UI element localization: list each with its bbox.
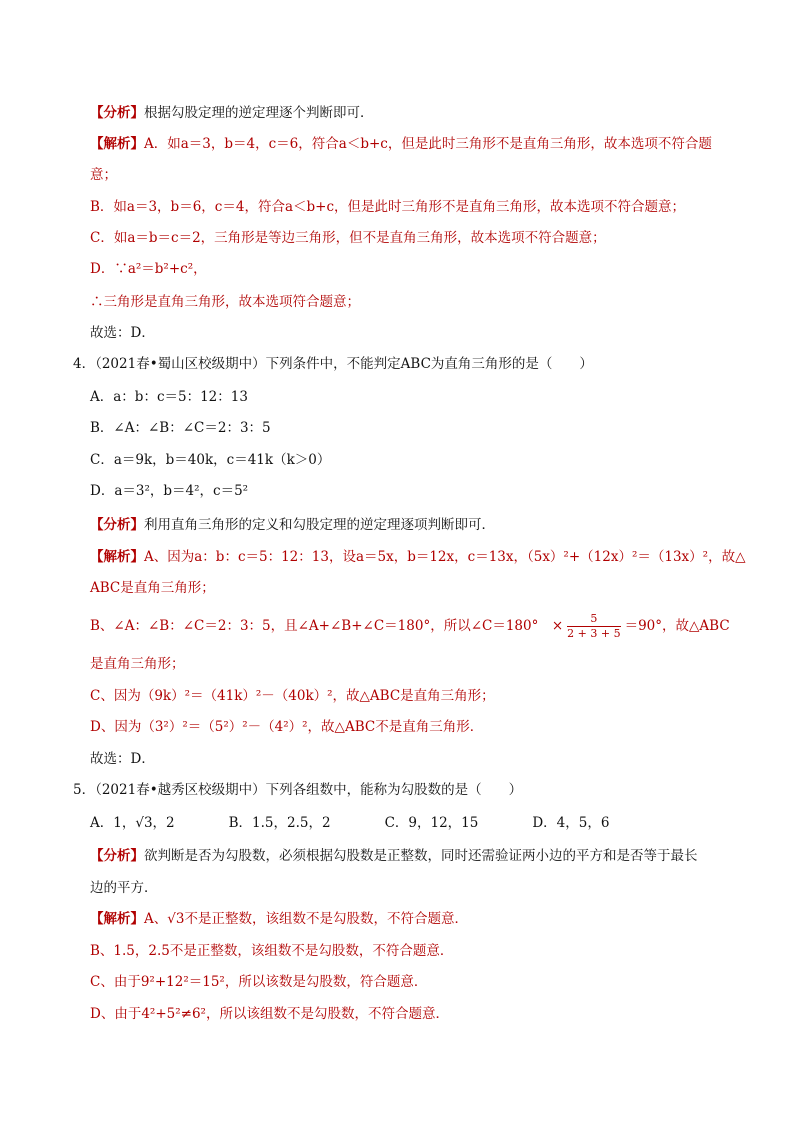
solution-line-8: ABC是直角三角形； (90, 580, 215, 596)
question-5: 5．（2021春•越秀区校级期中）下列各组数中，能称为勾股数的是（ ） (73, 782, 523, 798)
analysis-line-3: 【分析】欲判断是否为勾股数，必须根据勾股数是正整数，同时还需验证两小边的平方和是否等于最长 (90, 848, 698, 864)
answer-line-2: 故选：D． (90, 751, 155, 767)
answer-line-1: 故选：D． (90, 325, 155, 341)
question-4-option-c: C．a＝9k，b＝40k，c＝41k（k＞0） (90, 452, 331, 468)
question-5-options: A．1，√3，2 B．1.5，2.5，2 C．9，12，15 D．4，5，6 (90, 815, 610, 831)
analysis-line-4: 边的平方． (90, 880, 158, 896)
solution-line-14: C、由于9²+12²＝15²，所以该数是勾股数，符合题意． (90, 974, 428, 990)
solution-line-13: B、1.5，2.5不是正整数，该组数不是勾股数，不符合题意． (90, 943, 454, 959)
question-4-option-b: B．∠A：∠B：∠C＝2：3：5 (90, 420, 271, 436)
solution-line-1: 【解析】A．如a＝3，b＝4，c＝6，符合a＜b+c，但是此时三角形不是直角三角形，故本选项不符合题 (90, 136, 712, 152)
solution-line-15: D、由于4²+5²≠6²，所以该组数不是勾股数，不符合题意． (90, 1006, 449, 1022)
analysis-line-2: 【分析】利用直角三角形的定义和勾股定理的逆定理逐项判断即可． (90, 517, 495, 533)
solution-line-12: 【解析】A、√3不是正整数，该组数不是勾股数，不符合题意． (90, 911, 468, 927)
solution-line-9: 是直角三角形； (90, 656, 185, 672)
solution-line-7: 【解析】A、因为a：b：c＝5：12：13，设a＝5x，b＝12x，c＝13x，（5x）²+（12x）²＝（13x）²，故△ (90, 549, 746, 565)
solution-line-10: C、因为（9k）²＝（41k）²－（40k）²，故△ABC是直角三角形； (90, 688, 495, 704)
solution-line-5: D．∵a²＝b²+c²， (90, 261, 207, 277)
fraction: $\frac{5}{2 + 3 + 5}$ (567, 612, 621, 640)
solution-line-4: C．如a＝b＝c＝2，三角形是等边三角形，但不是直角三角形，故本选项不符合题意； (90, 230, 606, 246)
question-4-option-d: D．a＝3²，b＝4²，c＝5² (90, 483, 249, 499)
solution-line-6: ∴三角形是直角三角形，故本选项符合题意； (90, 294, 360, 310)
solution-line-2: 意； (90, 167, 117, 183)
question-4-option-a: A．a：b：c＝5：12：13 (90, 389, 248, 405)
analysis-line-1: 【分析】根据勾股定理的逆定理逐个判断即可． (90, 105, 374, 121)
fraction-line: B、∠A：∠B：∠C＝2：3：5，且∠A+∠B+∠C＝180°，所以∠C＝180° × $\frac{5}{2 + 3 + 5}$ ＝90°，故△ABC (90, 612, 730, 640)
question-4: 4．（2021春•蜀山区校级期中）下列条件中，不能判定ABC为直角三角形的是（ ） (73, 356, 593, 372)
solution-line-11: D、因为（3²）²＝（5²）²－（4²）²，故△ABC不是直角三角形． (90, 719, 484, 735)
solution-line-3: B．如a＝3，b＝6，c＝4，符合a＜b+c，但是此时三角形不是直角三角形，故本选项不符合题意； (90, 199, 686, 215)
